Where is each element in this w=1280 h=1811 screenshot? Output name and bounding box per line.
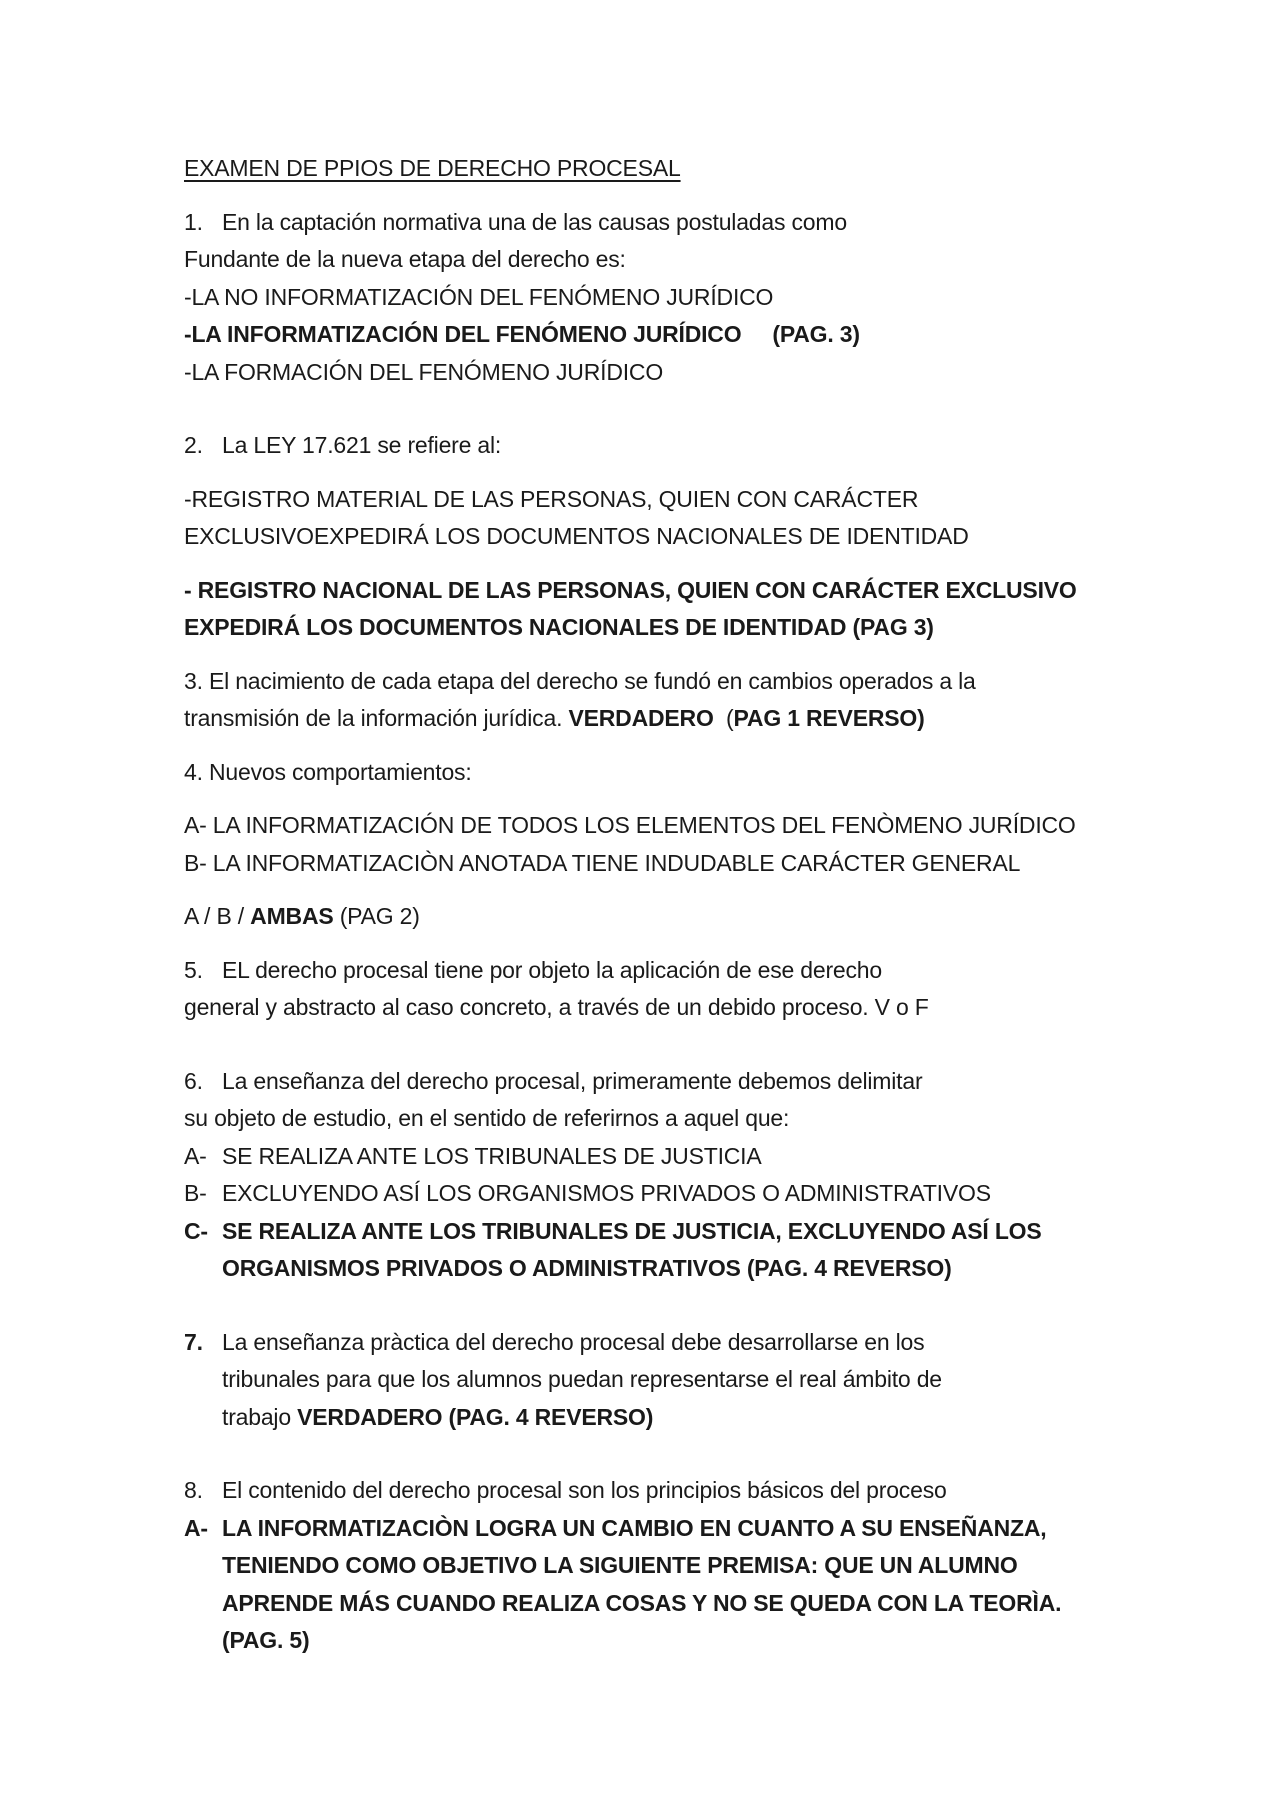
question-7-body bbox=[222, 1324, 1114, 1437]
question-8-option-a-line-2: TENIENDO COMO OBJETIVO LA SIGUIENTE PREMISA: QUE UN ALUMNO bbox=[222, 1552, 1018, 1578]
question-7-line-1: La enseñanza pràctica del derecho procesal debe desarrollarse en los bbox=[222, 1328, 925, 1355]
question-2-option-1-line-1: -REGISTRO MATERIAL DE LAS PERSONAS, QUIEN CON CARÁCTER bbox=[184, 485, 919, 512]
question-4-ref: (PAG 2) bbox=[339, 903, 420, 929]
question-4-choices bbox=[184, 898, 1114, 936]
question-6-text: La enseñanza del derecho procesal, primeramente debemos delimitar bbox=[222, 1067, 923, 1094]
question-7-line-2: tribunales para que los alumnos puedan representarse el real ámbito de bbox=[222, 1366, 942, 1392]
question-6-option-c-label: C- bbox=[184, 1217, 208, 1244]
question-1-option-2-text: -LA INFORMATIZACIÓN DEL FENÓMENO JURÍDICO bbox=[184, 321, 742, 347]
question-6-option-c-line-2: ORGANISMOS PRIVADOS O ADMINISTRATIVOS (PAG. 4 REVERSO) bbox=[222, 1255, 952, 1281]
question-3-line-2 bbox=[184, 700, 1114, 738]
question-5-text: EL derecho procesal tiene por objeto la aplicación de ese derecho bbox=[222, 956, 882, 983]
question-5-line-2: general y abstracto al caso concreto, a través de un debido proceso. V o F bbox=[184, 994, 929, 1020]
question-8-text: El contenido del derecho procesal son los principios básicos del proceso bbox=[222, 1477, 947, 1503]
question-6-line-2: su objeto de estudio, en el sentido de referirnos a aquel que: bbox=[184, 1105, 790, 1131]
question-1-number: 1. bbox=[184, 208, 203, 235]
question-7 bbox=[184, 1324, 1114, 1437]
question-6-option-b bbox=[184, 1175, 1114, 1213]
question-6-option-a bbox=[184, 1138, 1114, 1176]
question-8 bbox=[184, 1472, 1114, 1660]
question-4-answer: AMBAS bbox=[250, 903, 334, 929]
question-1-option-3: -LA FORMACIÓN DEL FENÓMENO JURÍDICO bbox=[184, 358, 664, 385]
question-1-option-2-ref: (PAG. 3) bbox=[772, 321, 860, 347]
question-1-option-2 bbox=[184, 316, 1114, 354]
question-7-number: 7. bbox=[184, 1328, 203, 1355]
question-6-option-b-label: B- bbox=[184, 1180, 207, 1206]
question-2-line bbox=[184, 427, 1114, 465]
question-3 bbox=[184, 663, 1114, 738]
question-1-line-2: Fundante de la nueva etapa del derecho es: bbox=[184, 246, 626, 272]
question-2-option-1 bbox=[184, 481, 1114, 556]
question-3-text: transmisión de la información jurídica. bbox=[184, 705, 563, 731]
question-8-option-a-line-4: (PAG. 5) bbox=[222, 1627, 310, 1653]
question-5-line-1 bbox=[184, 952, 1114, 990]
question-2-option-1-line-2: EXCLUSIVOEXPEDIRÁ LOS DOCUMENTOS NACIONALES DE IDENTIDAD bbox=[184, 523, 969, 549]
question-4-choices-prefix: A / B / bbox=[184, 903, 244, 929]
question-6-option-c-line-1: SE REALIZA ANTE LOS TRIBUNALES DE JUSTICIA, EXCLUYENDO ASÍ LOS bbox=[222, 1217, 1042, 1244]
question-8-number: 8. bbox=[184, 1477, 203, 1503]
question-6 bbox=[184, 1063, 1114, 1288]
question-7-answer: VERDADERO (PAG. 4 REVERSO) bbox=[297, 1403, 654, 1430]
question-4 bbox=[184, 754, 1114, 936]
question-6-line-1 bbox=[184, 1063, 1114, 1101]
question-2-option-2 bbox=[184, 572, 1114, 647]
document-title: EXAMEN DE PPIOS DE DERECHO PROCESAL bbox=[184, 155, 681, 181]
question-3-ref-open: ( bbox=[726, 705, 734, 731]
document-page bbox=[184, 150, 1114, 1660]
question-8-option-a-label: A- bbox=[184, 1514, 208, 1541]
question-1-text: En la captación normativa una de las causas postuladas como bbox=[222, 208, 847, 235]
question-4-options bbox=[184, 807, 1114, 882]
question-7-text: trabajo bbox=[222, 1403, 291, 1430]
question-3-line-1: 3. El nacimiento de cada etapa del derecho se fundó en cambios operados a la bbox=[184, 667, 976, 694]
question-7-line-3 bbox=[222, 1399, 1114, 1437]
question-5-number: 5. bbox=[184, 956, 203, 983]
question-4-text: 4. Nuevos comportamientos: bbox=[184, 758, 472, 785]
question-8-line bbox=[184, 1472, 1114, 1510]
question-1 bbox=[184, 204, 1114, 392]
question-3-ref: PAG 1 REVERSO) bbox=[733, 705, 925, 731]
question-8-option-a-text bbox=[222, 1510, 1114, 1660]
question-6-number: 6. bbox=[184, 1067, 203, 1094]
question-6-option-c-text bbox=[222, 1213, 1114, 1288]
question-1-line-1 bbox=[184, 204, 1114, 242]
question-8-option-a bbox=[184, 1510, 1114, 1660]
question-6-option-c bbox=[184, 1213, 1114, 1288]
question-2 bbox=[184, 427, 1114, 647]
question-3-answer: VERDADERO bbox=[568, 705, 714, 731]
question-2-text: La LEY 17.621 se refiere al: bbox=[222, 432, 502, 458]
question-6-option-a-text: SE REALIZA ANTE LOS TRIBUNALES DE JUSTICIA bbox=[222, 1142, 762, 1169]
question-4-option-b: B- LA INFORMATIZACIÒN ANOTADA TIENE INDUDABLE CARÁCTER GENERAL bbox=[184, 849, 1021, 876]
question-6-option-b-text: EXCLUYENDO ASÍ LOS ORGANISMOS PRIVADOS O ADMINISTRATIVOS bbox=[222, 1180, 991, 1206]
question-5 bbox=[184, 952, 1114, 1027]
question-8-option-a-line-3: APRENDE MÁS CUANDO REALIZA COSAS Y NO SE QUEDA CON LA TEORÌA. bbox=[222, 1589, 1062, 1616]
question-1-option-1: -LA NO INFORMATIZACIÓN DEL FENÓMENO JURÍDICO bbox=[184, 283, 774, 310]
question-2-number: 2. bbox=[184, 432, 203, 458]
question-2-option-2-line-1: - REGISTRO NACIONAL DE LAS PERSONAS, QUIEN CON CARÁCTER EXCLUSIVO bbox=[184, 576, 1077, 603]
question-2-option-2-line-2: EXPEDIRÁ LOS DOCUMENTOS NACIONALES DE IDENTIDAD (PAG 3) bbox=[184, 614, 934, 640]
question-6-option-a-label: A- bbox=[184, 1142, 207, 1169]
question-4-option-a: A- LA INFORMATIZACIÓN DE TODOS LOS ELEMENTOS DEL FENÒMENO JURÍDICO bbox=[184, 812, 1076, 838]
question-8-option-a-line-1: LA INFORMATIZACIÒN LOGRA UN CAMBIO EN CUANTO A SU ENSEÑANZA, bbox=[222, 1514, 1047, 1541]
